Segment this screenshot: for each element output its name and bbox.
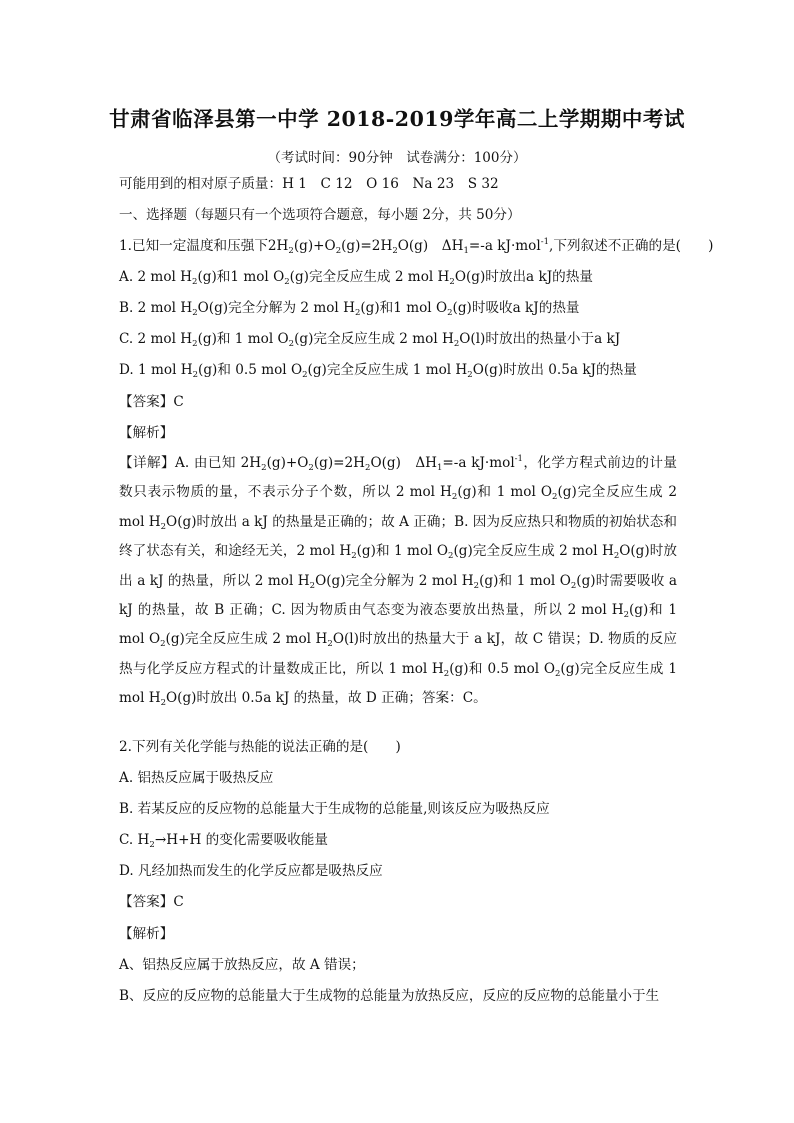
q1-option-a: A. 2 mol $H_2(g)$和1 mol $O_2(g)$完全反应生成 2 mol $H_2O(g)$时放出a kJ的热量	[119, 269, 593, 287]
q2-answer: 【答案】C	[119, 894, 184, 910]
q1-option-b: B. 2 mol $H_2O(g)$完全分解为 2 mol $H_2(g)$和1 mol $O_2(g)$时吸收a kJ的热量	[119, 300, 580, 318]
q2-option-b: B. 若某反应的反应物的总能量大于生成物的总能量,则该反应为吸热反应	[119, 801, 550, 817]
q1-detail: 【详解】A. 由已知 $2H_2(g)+O_2(g)=2H_2O(g)$ $\Delta H_1=-a$ kJ·mol$^{-1}$，化学方程式前边的计量数只表示物质的量，不表示分子个数，所以 2 mol $H_2(g)$和 1 mol $O_2(g)$完全反应生成 2 mol $H_2O(g)$时放出 a kJ 的热量是正确的；故 A 正确；B. 因为反应热只和物质的初始状态和终了状态有关，和途经无关，2 mol $H_2(g)$和 1 mol $O_2(g)$完全反应生成 2 mol $H_2O(g)$时放出 a kJ 的热量，所以 2 mol $H_2O(g)$完全分解为 2 mol $H_2(g)$和 1 mol $O_2(g)$时需要吸收 a kJ 的热量，故 B 正确；C. 因为物质由气态变为液态要放出热量，所以 2 mol $H_2(g)$和 1 mol $O_2(g)$完全反应生成 2 mol $H_2O(l)$时放出的热量大于 a kJ，故 C 错误；D. 物质的反应热与化学反应方程式的计量数成正比，所以 1 mol $H_2(g)$和 0.5 mol $O_2(g)$完全反应生成 1 mol $H_2O(g)$时放出 0.5a kJ 的热量，故 D 正确；答案：C。	[119, 454, 678, 709]
q2-analysis-a: A、铝热反应属于放热反应，故 A 错误；	[119, 957, 365, 973]
exam-subtitle: （考试时间：90分钟 试卷满分：100分）	[267, 150, 527, 166]
section-heading: 一、选择题（每题只有一个选项符合题意，每小题 2分，共 50分）	[119, 207, 521, 223]
q1-stem: 1.已知一定温度和压强下$2H_2(g)+O_2(g)=2H_2O(g)$ $\Delta H_1=-a$ kJ·mol$^{-1}$,下列叙述不正确的是( )	[119, 237, 714, 256]
q1-answer: 【答案】C	[119, 394, 184, 410]
q2-option-a: A. 铝热反应属于吸热反应	[119, 770, 274, 786]
q2-option-c: C. $H_2\to H+H$ 的变化需要吸收能量	[119, 832, 328, 850]
q2-analysis-label: 【解析】	[119, 926, 174, 942]
q2-analysis-b: B、反应的反应物的总能量大于生成物的总能量为放热反应，反应的反应物的总能量小于生	[119, 988, 660, 1004]
q1-option-c: C. 2 mol $H_2(g)$和 1 mol $O_2(g)$完全反应生成 2 mol $H_2O(l)$时放出的热量小于a kJ	[119, 331, 621, 349]
atomic-masses-line: 可能用到的相对原子质量：H 1 C 12 O 16 Na 23 S 32	[119, 176, 499, 192]
q1-analysis-label: 【解析】	[119, 425, 174, 441]
exam-title: 甘肃省临泽县第一中学 2018-2019学年高二上学期期中考试	[109, 107, 685, 131]
q2-option-d: D. 凡经加热而发生的化学反应都是吸热反应	[119, 863, 383, 879]
q1-option-d: D. 1 mol $H_2(g)$和 0.5 mol $O_2(g)$完全反应生成 1 mol $H_2O(g)$时放出 0.5a kJ的热量	[119, 362, 637, 380]
q2-stem: 2.下列有关化学能与热能的说法正确的是( )	[119, 739, 401, 755]
